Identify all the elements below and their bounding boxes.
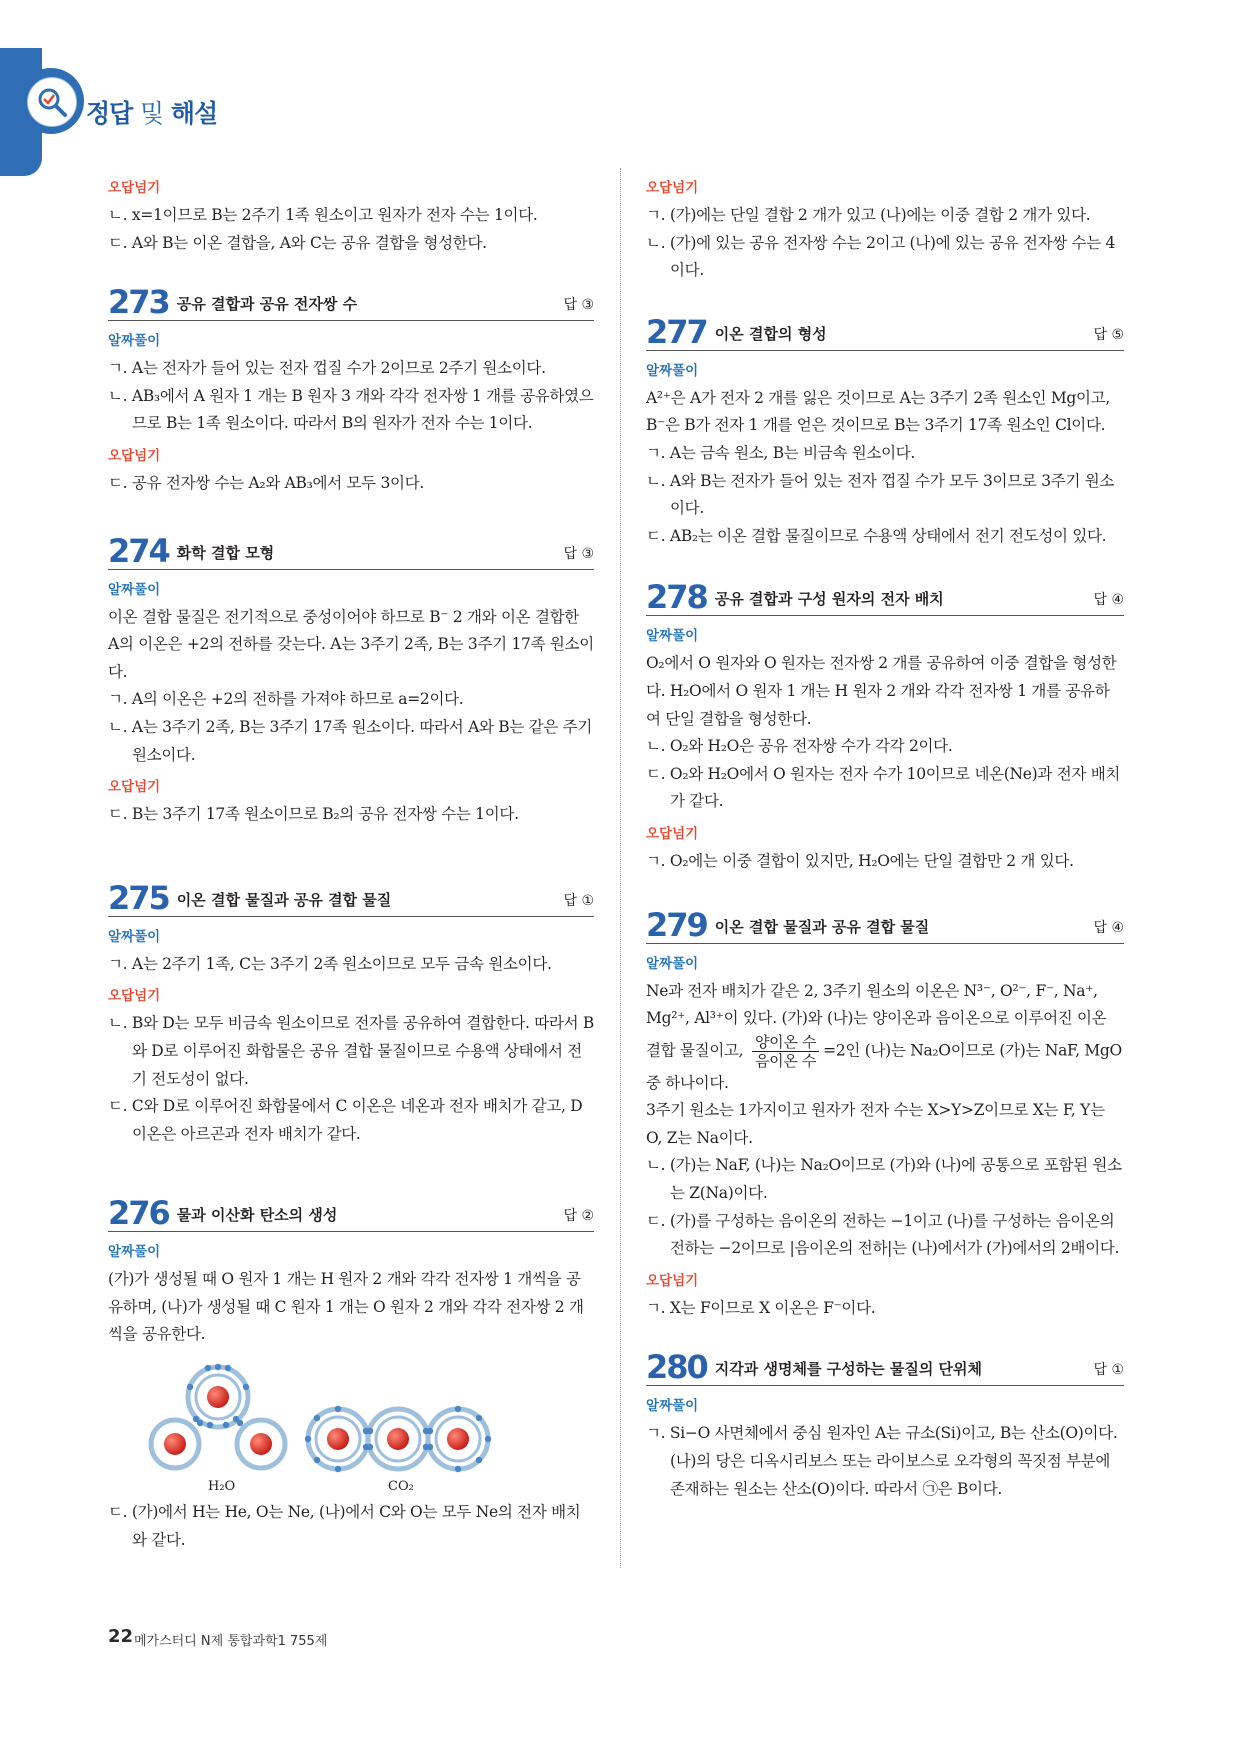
explanation-text (646, 978, 1124, 1098)
problem-title: 이온 결합 물질과 공유 결합 물질 (176, 890, 392, 909)
problem-header-275 (108, 878, 594, 917)
right-column (646, 170, 1124, 1503)
problem-title: 화학 결합 모형 (176, 543, 275, 562)
wrong-label: 오답넘기 (108, 779, 161, 796)
molecule-figure (108, 1349, 594, 1499)
header-title-part2: 해설 (170, 99, 218, 128)
key-label: 알짜풀이 (646, 955, 699, 972)
list-item: ㄷ. A와 B는 이온 결합을, A와 C는 공유 결합을 형성한다. (108, 233, 487, 252)
column-divider (620, 168, 621, 1568)
electron-model-diagram (108, 1349, 594, 1479)
problem-header-273 (108, 283, 594, 322)
header-title-part1: 정답 (86, 99, 133, 128)
problem-header-277 (646, 312, 1124, 351)
problem-number: 280 (646, 1348, 707, 1387)
list-item: ㄴ. O₂와 H₂O은 공유 전자쌍 수가 각각 2이다. (646, 737, 953, 756)
problem-header-279 (646, 905, 1124, 944)
page-number: 22 (108, 1626, 134, 1647)
list-item: ㄴ. B와 D는 모두 비금속 원소이므로 전자를 공유하여 결합한다. 따라서 B와 D로 이루어진 화합물은 공유 결합 물질이므로 수용액 상태에서 전기 전도성이 없다. (108, 1014, 595, 1088)
list-item: ㄴ. (가)에 있는 공유 전자쌍 수는 2이고 (나)에 있는 공유 전자쌍 수는 4이다. (646, 233, 1116, 280)
list-item: ㄷ. AB₂는 이온 결합 물질이므로 수용액 상태에서 전기 전도성이 있다. (646, 526, 1107, 545)
key-label: 알짜풀이 (646, 362, 699, 379)
wrong-label: 오답넘기 (646, 1272, 699, 1289)
header-title-mid: 및 (140, 99, 164, 128)
co2-model (305, 1406, 491, 1472)
problem-title: 물과 이산화 탄소의 생성 (176, 1206, 338, 1225)
check-magnifier-icon (27, 77, 77, 127)
list-item: ㄱ. X는 F이므로 X 이온은 F⁻이다. (646, 1298, 876, 1317)
problem-number: 276 (108, 1194, 169, 1233)
explanation-part: Ne과 전자 배치가 같은 2, 3주기 원소의 이온은 N³⁻, O²⁻, F⁻, Na⁺, Mg²⁺, Al³⁺이 있다. (가)와 (나)는 양이온과 음이온으로 이루어진 이온 결합 물질이고, (646, 981, 1107, 1060)
problem-header-274 (108, 531, 594, 570)
list-item: ㄷ. 공유 전자쌍 수는 A₂와 AB₃에서 모두 3이다. (108, 473, 425, 492)
problem-number: 274 (108, 531, 169, 570)
list-item: ㄷ. C와 D로 이루어진 화합물에서 C 이온은 네온과 전자 배치가 같고, D 이온은 아르곤과 전자 배치가 같다. (108, 1097, 583, 1143)
fraction-denominator: 음이온 수 (754, 1051, 817, 1070)
list-item: ㄴ. A와 B는 전자가 들어 있는 전자 껍질 수가 모두 3이므로 3주기 원소이다. (646, 471, 1115, 518)
list-item: ㄱ. A는 금속 원소, B는 비금속 원소이다. (646, 443, 916, 462)
key-label: 알짜풀이 (108, 1244, 161, 1261)
explanation-text: 3주기 원소는 1가지이고 원자가 전자 수는 X>Y>Z이므로 X는 F, Y는 O, Z는 Na이다. (646, 1101, 1105, 1147)
wrong-label: 오답넘기 (108, 447, 161, 464)
problem-number: 279 (646, 905, 707, 944)
list-item: ㄱ. A는 전자가 들어 있는 전자 껍질 수가 2이므로 2주기 원소이다. (108, 359, 546, 378)
problem-header-278 (646, 578, 1124, 617)
list-item: ㄷ. (가)를 구성하는 음이온의 전하는 −1이고 (나)를 구성하는 음이온의 전하는 −2이므로 |음이온의 전하|는 (나)에서가 (가)에서의 2배이다. (646, 1211, 1120, 1258)
explanation-text: (가)가 생성될 때 O 원자 1 개는 H 원자 2 개와 각각 전자쌍 1 개씩을 공유하며, (나)가 생성될 때 C 원자 1 개는 O 원자 2 개와 각각 전자쌍 2 개씩을 공유한다. (108, 1270, 584, 1344)
key-label: 알짜풀이 (646, 1398, 699, 1415)
key-label: 알짜풀이 (646, 628, 699, 645)
list-item: ㄷ. B는 3주기 17족 원소이므로 B₂의 공유 전자쌍 수는 1이다. (108, 805, 519, 824)
co2-caption: CO₂ (388, 1479, 414, 1495)
h2o-caption: H₂O (208, 1479, 236, 1495)
answer-mark: 답 ① (1093, 1362, 1124, 1379)
list-item: ㄷ. (가)에서 H는 He, O는 Ne, (나)에서 C와 O는 모두 Ne의 전자 배치와 같다. (108, 1503, 581, 1549)
key-label: 알짜풀이 (108, 333, 161, 350)
list-item: ㄱ. O₂에는 이중 결합이 있지만, H₂O에는 단일 결합만 2 개 있다. (646, 851, 1074, 870)
wrong-label: 오답넘기 (108, 988, 161, 1005)
fraction-numerator: 양이온 수 (752, 1033, 819, 1052)
answer-mark: 답 ① (563, 892, 594, 909)
explanation-text: O₂에서 O 원자와 O 원자는 전자쌍 2 개를 공유하여 이중 결합을 형성한다. H₂O에서 O 원자 1 개는 H 원자 2 개와 각각 전자쌍 1 개를 공유하여 단일 결합을 형성한다. (646, 654, 1117, 728)
answer-mark: 답 ④ (1093, 592, 1124, 609)
key-label: 알짜풀이 (108, 581, 161, 598)
explanation-text: 이온 결합 물질은 전기적으로 중성이어야 하므로 B⁻ 2 개와 이온 결합한 A의 이온은 +2의 전하를 갖는다. A는 3주기 2족, B는 3주기 17족 원소이다. (108, 607, 594, 681)
h2o-model (151, 1364, 285, 1468)
list-item: ㄴ. A는 3주기 2족, B는 3주기 17족 원소이다. 따라서 A와 B는 같은 주기 원소이다. (108, 717, 592, 764)
problem-header-280 (646, 1348, 1124, 1387)
problem-number: 273 (108, 283, 169, 322)
list-item: ㄱ. Si−O 사면체에서 중심 원자인 A는 규소(Si)이고, B는 산소(O)이다. (나)의 당은 디옥시리보스 또는 라이보스로 오각형의 꼭짓점 부분에 존재하는 원소는 산소(O)이다. 따라서 ㉠은 B이다. (646, 1424, 1118, 1498)
book-title: 메가스터디 N제 통합과학1 755제 (134, 1634, 328, 1649)
answer-mark: 답 ③ (563, 545, 594, 562)
wrong-label: 오답넘기 (646, 180, 699, 196)
list-item: ㄴ. x=1이므로 B는 2주기 1족 원소이고 원자가 전자 수는 1이다. (108, 206, 538, 224)
problem-title: 이온 결합의 형성 (714, 324, 827, 343)
problem-number: 278 (646, 578, 707, 617)
explanation-text: A²⁺은 A가 전자 2 개를 잃은 것이므로 A는 3주기 2족 원소인 Mg이고, B⁻은 B가 전자 1 개를 얻은 것이므로 B는 3주기 17족 원소인 Cl이다. (646, 388, 1111, 435)
problem-title: 이온 결합 물질과 공유 결합 물질 (714, 917, 930, 936)
list-item: ㄱ. A는 2주기 1족, C는 3주기 2족 원소이므로 모두 금속 원소이다. (108, 954, 552, 973)
problem-title: 공유 결합과 공유 전자쌍 수 (176, 295, 358, 314)
list-item: ㄴ. (가)는 NaF, (나)는 Na₂O이므로 (가)와 (나)에 공통으로 포함된 원소는 Z(Na)이다. (646, 1156, 1122, 1203)
fraction (752, 1033, 819, 1070)
list-item: ㄱ. (가)에는 단일 결합 2 개가 있고 (나)에는 이중 결합 2 개가 있다. (646, 206, 1091, 224)
explanation-part: =2인 (나)는 Na₂O이므로 (가)는 NaF, MgO 중 하나이다. (646, 1041, 1122, 1092)
list-item: ㄱ. A의 이온은 +2의 전하를 가져야 하므로 a=2이다. (108, 690, 464, 709)
problem-title: 지각과 생명체를 구성하는 물질의 단위체 (714, 1360, 983, 1379)
left-column (108, 170, 594, 1554)
answer-mark: 답 ③ (563, 297, 594, 314)
wrong-label: 오답넘기 (108, 180, 161, 196)
list-item: ㄷ. O₂와 H₂O에서 O 원자는 전자 수가 10이므로 네온(Ne)과 전자 배치가 같다. (646, 764, 1121, 811)
answer-mark: 답 ④ (1093, 919, 1124, 936)
page-header-title (86, 94, 217, 130)
problem-number: 275 (108, 878, 169, 917)
key-label: 알짜풀이 (108, 928, 161, 945)
problem-header-276 (108, 1194, 594, 1233)
list-item: ㄴ. AB₃에서 A 원자 1 개는 B 원자 3 개와 각각 전자쌍 1 개를 공유하였으므로 B는 1족 원소이다. 따라서 B의 원자가 전자 수는 1이다. (108, 386, 594, 433)
wrong-label: 오답넘기 (646, 825, 699, 842)
answer-mark: 답 ⑤ (1093, 326, 1124, 343)
problem-number: 277 (646, 312, 707, 351)
answer-mark: 답 ② (563, 1208, 594, 1225)
problem-title: 공유 결합과 구성 원자의 전자 배치 (714, 590, 944, 609)
